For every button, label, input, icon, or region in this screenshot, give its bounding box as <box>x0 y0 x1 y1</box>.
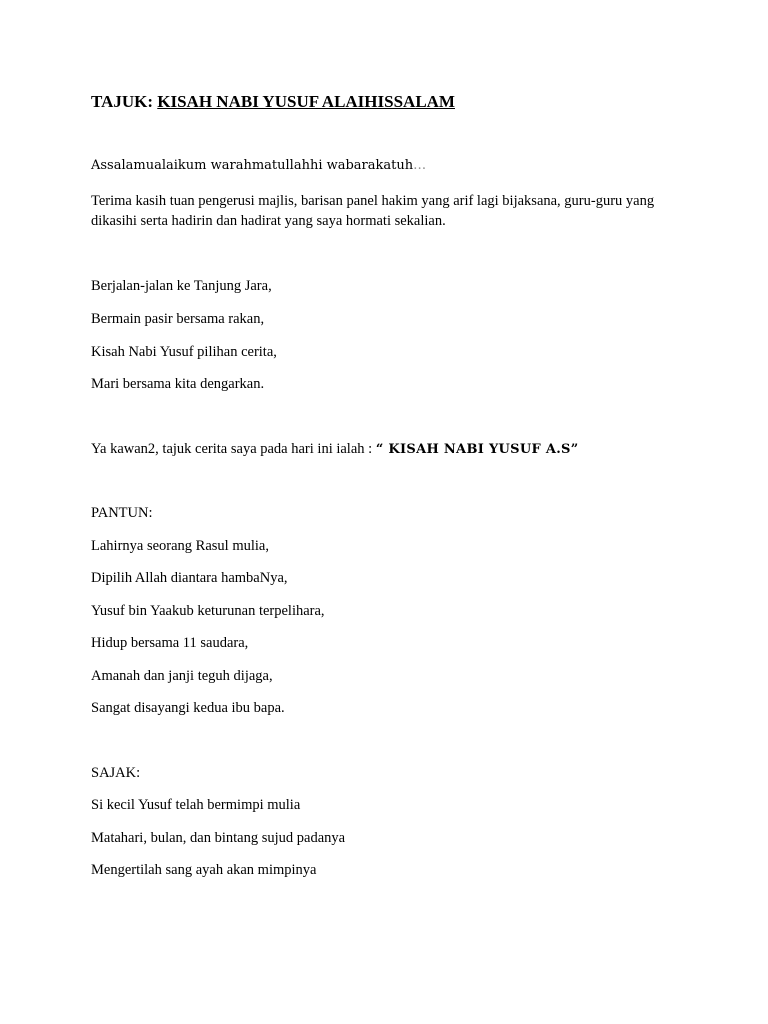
opening-pantun-line: Kisah Nabi Yusuf pilihan cerita, <box>91 344 277 360</box>
opening-pantun-line: Bermain pasir bersama rakan, <box>91 311 265 327</box>
intro-line-2: dikasihi serta hadirin dan hadirat yang saya hormati sekalian. <box>91 213 446 229</box>
title-prefix: TAJUK: <box>91 92 158 111</box>
pantun-line: Hidup bersama 11 saudara, <box>91 635 249 651</box>
topic-lead: Ya kawan2, tajuk cerita saya pada hari ini ialah : <box>91 441 376 457</box>
topic-line <box>91 439 579 460</box>
greeting-text: Assalamualaikum warahmatullahhi wabarakatuh <box>91 158 414 173</box>
greeting-ellipsis: … <box>413 158 427 173</box>
sajak-line: Mengertilah sang ayah akan mimpinya <box>91 862 317 878</box>
sajak-line: Matahari, bulan, dan bintang sujud padanya <box>91 830 346 846</box>
pantun-line: Yusuf bin Yaakub keturunan terpelihara, <box>91 603 325 619</box>
sajak-heading: SAJAK: <box>91 765 141 781</box>
pantun-line: Sangat disayangi kedua ibu bapa. <box>91 700 285 716</box>
pantun-heading: PANTUN: <box>91 505 153 521</box>
greeting <box>91 156 426 176</box>
pantun-line: Lahirnya seorang Rasul mulia, <box>91 538 269 554</box>
pantun-line: Amanah dan janji teguh dijaga, <box>91 668 273 684</box>
story-title: “ KISAH NABI YUSUF A.S” <box>375 442 579 457</box>
pantun-line: Dipilih Allah diantara hambaNya, <box>91 570 288 586</box>
document-title <box>91 92 455 112</box>
sajak-line: Si kecil Yusuf telah bermimpi mulia <box>91 797 301 813</box>
opening-pantun-line: Berjalan-jalan ke Tanjung Jara, <box>91 278 272 294</box>
title-main: KISAH NABI YUSUF ALAIHISSALAM <box>157 92 455 111</box>
opening-pantun-line: Mari bersama kita dengarkan. <box>91 376 265 392</box>
intro-line-1: Terima kasih tuan pengerusi majlis, barisan panel hakim yang arif lagi bijaksana, guru-guru yang <box>91 193 655 209</box>
